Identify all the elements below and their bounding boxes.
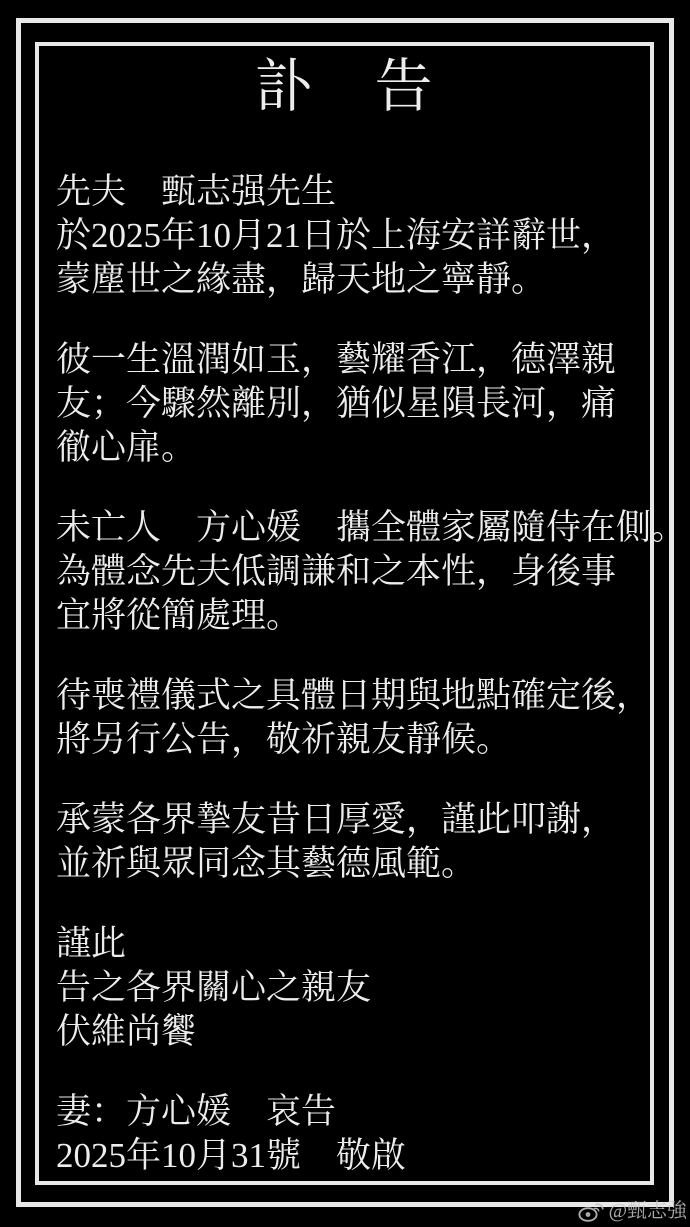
text-line: 謹此 <box>56 924 127 963</box>
text-line: 友；今驟然離別，猶似星隕長河，痛 <box>56 384 617 423</box>
notice-title: 訃 告 <box>254 54 435 119</box>
text-line: 承蒙各界摯友昔日厚愛，謹此叩謝， <box>56 800 617 839</box>
weibo-watermark <box>578 1200 687 1222</box>
text-line: 彼一生溫潤如玉，藝耀香江，德澤親 <box>56 340 617 379</box>
paragraph-family <box>56 506 687 638</box>
text-line: 2025年10月31號 敬啟 <box>56 1136 407 1175</box>
text-line: 徹心扉。 <box>56 428 197 467</box>
text-line: 伏維尚饗 <box>56 1012 197 1051</box>
text-line: 妻：方心媛 哀告 <box>56 1092 337 1131</box>
paragraph-deceased <box>56 170 656 302</box>
text-line: 先夫 甄志强先生 <box>56 172 337 211</box>
text-line: 未亡人 方心媛 攜全體家屬隨侍在側。 <box>56 508 687 547</box>
notice-body <box>56 170 687 1178</box>
paragraph-thanks <box>56 798 656 886</box>
paragraph-closing <box>56 922 656 1054</box>
text-line: 將另行公告，敬祈親友靜候。 <box>56 720 512 759</box>
text-line: 宜將從簡處理。 <box>56 596 302 635</box>
weibo-icon <box>578 1200 605 1222</box>
text-line: 告之各界關心之親友 <box>56 968 372 1007</box>
paragraph-funeral-notice <box>56 674 656 762</box>
paragraph-eulogy <box>56 338 656 470</box>
text-line: 於2025年10月21日於上海安詳辭世， <box>56 216 617 255</box>
text-line: 為體念先夫低調謙和之本性，身後事 <box>56 552 617 591</box>
weibo-handle: @甄志強 <box>608 1200 687 1222</box>
text-line: 待喪禮儀式之具體日期與地點確定後， <box>56 676 652 715</box>
text-line: 蒙塵世之緣盡，歸天地之寧靜。 <box>56 260 547 299</box>
paragraph-signature <box>56 1090 656 1178</box>
text-line: 並祈與眾同念其藝德風範。 <box>56 844 477 883</box>
